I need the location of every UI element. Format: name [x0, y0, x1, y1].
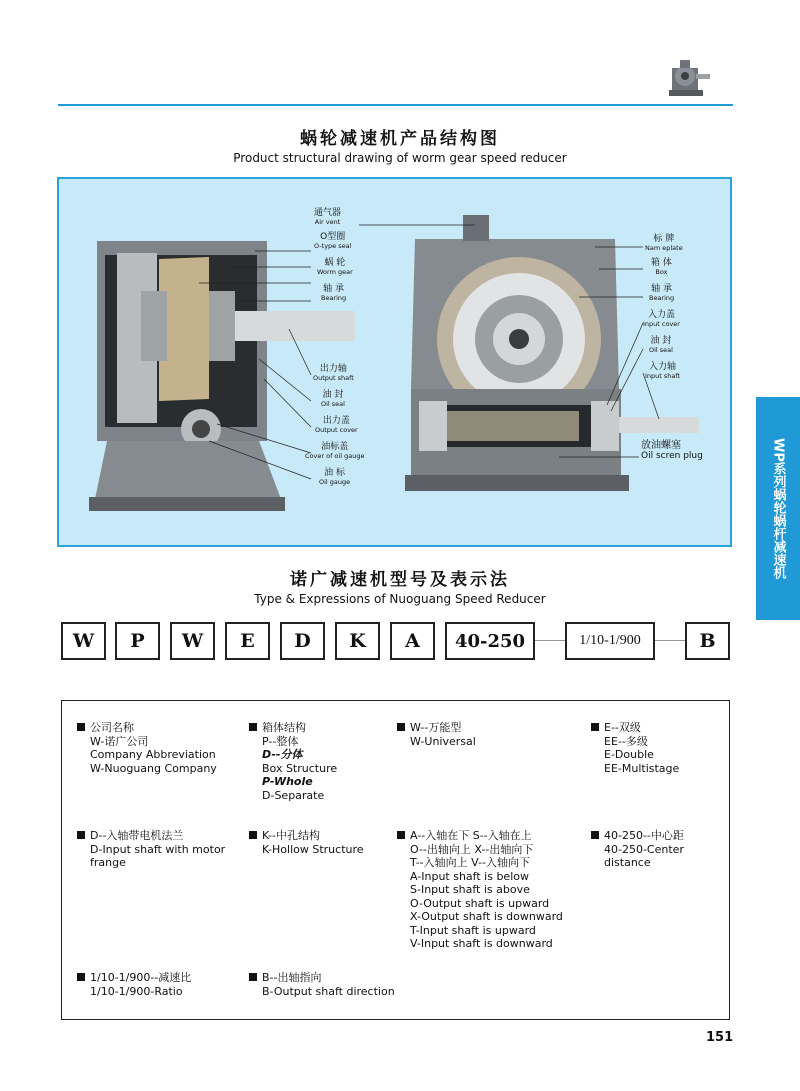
label-oil-seal-left: 油 封 Oil seal	[321, 390, 345, 408]
label-bearing-right: 轴 承 Bearing	[649, 284, 675, 302]
legend-stage: E--双级 EE--多级 E-Double EE-Multistage	[604, 721, 679, 775]
code-dash	[535, 640, 565, 641]
legend-output-direction: B--出轴指向 B-Output shaft direction	[262, 971, 395, 998]
header-rule	[58, 104, 733, 106]
code-box-b: B	[685, 622, 730, 660]
legend-universal: W--万能型 W-Universal	[410, 721, 476, 748]
legend-center-distance: 40-250--中心距 40-250-Center distance	[604, 829, 729, 870]
code-box-center-distance: 40-250	[445, 622, 535, 660]
code-box-a: A	[390, 622, 435, 660]
code-box-w2: W	[170, 622, 215, 660]
label-oil-gauge-cover: 油标盖 Cover of oil gauge	[305, 442, 365, 460]
code-box-e: E	[225, 622, 270, 660]
model-title-cn: 诺广减速机型号及表示法	[290, 570, 510, 590]
label-worm-gear: 蜗 轮 Worm gear	[317, 258, 353, 276]
label-oil-gauge: 油 标 Oil gauge	[319, 468, 351, 486]
legend-ratio: 1/10-1/900--减速比 1/10-1/900-Ratio	[90, 971, 191, 998]
page-number: 151	[706, 1030, 734, 1045]
label-oil-seal-right: 油 封 Oil seal	[649, 336, 673, 354]
label-output-cover: 出力盖 Output cover	[315, 416, 358, 434]
code-box-k: K	[335, 622, 380, 660]
label-air-vent: 通气器 Air vent	[314, 208, 342, 226]
label-output-shaft: 出力轴 Output shaft	[313, 364, 354, 382]
drawing-title-en: Product structural drawing of worm gear speed reducer	[233, 151, 567, 165]
gearbox-illustration	[59, 179, 730, 545]
legend-hollow: K--中孔结构 K-Hollow Structure	[262, 829, 364, 856]
series-side-tab: WP系列蜗轮蜗杆减速机	[756, 397, 800, 620]
label-bearing-left: 轴 承 Bearing	[321, 284, 347, 302]
code-box-ratio: 1/10-1/900	[565, 622, 655, 660]
product-thumbnail	[666, 52, 714, 100]
label-box: 箱 体 Box	[651, 258, 672, 276]
label-input-cover: 入力盖 Input cover	[643, 310, 680, 328]
drawing-title-cn: 蜗轮减速机产品结构图	[300, 129, 500, 149]
code-box-d: D	[280, 622, 325, 660]
model-title-en: Type & Expressions of Nuoguang Speed Reducer	[254, 592, 546, 606]
code-dash	[655, 640, 685, 641]
legend-company: 公司名称 W-诺广公司 Company Abbreviation W-Nuoguang Company	[90, 721, 217, 775]
legend-shaft-position: A--入轴在下 S--入轴在上 O--出轴向上 X--出轴向下 T--入轴向上 V--入轴向下 A-Input shaft is below S-Input shaft is above O-Output shaft is upward X-Output shaft is downward T-Input shaft is upward V-Input shaft is downward	[410, 829, 563, 951]
legend-box	[61, 700, 730, 1020]
label-nameplate: 标 牌 Nam eplate	[645, 234, 683, 252]
legend-box-structure: 箱体结构 P--整体 D--分体 Box Structure P-Whole D-Separate	[262, 721, 337, 802]
label-oil-drain-plug: 放油螺塞 Oil scren plug	[641, 440, 703, 461]
structure-drawing-panel	[57, 177, 732, 547]
label-input-shaft: 入力轴 Input shaft	[645, 362, 681, 380]
label-o-type-seal: O型圈 O-type seal	[314, 232, 352, 250]
code-box-w: W	[61, 622, 106, 660]
legend-motor-flange: D--入轴带电机法兰 D-Input shaft with motor frange	[90, 829, 225, 870]
code-box-p: P	[115, 622, 160, 660]
